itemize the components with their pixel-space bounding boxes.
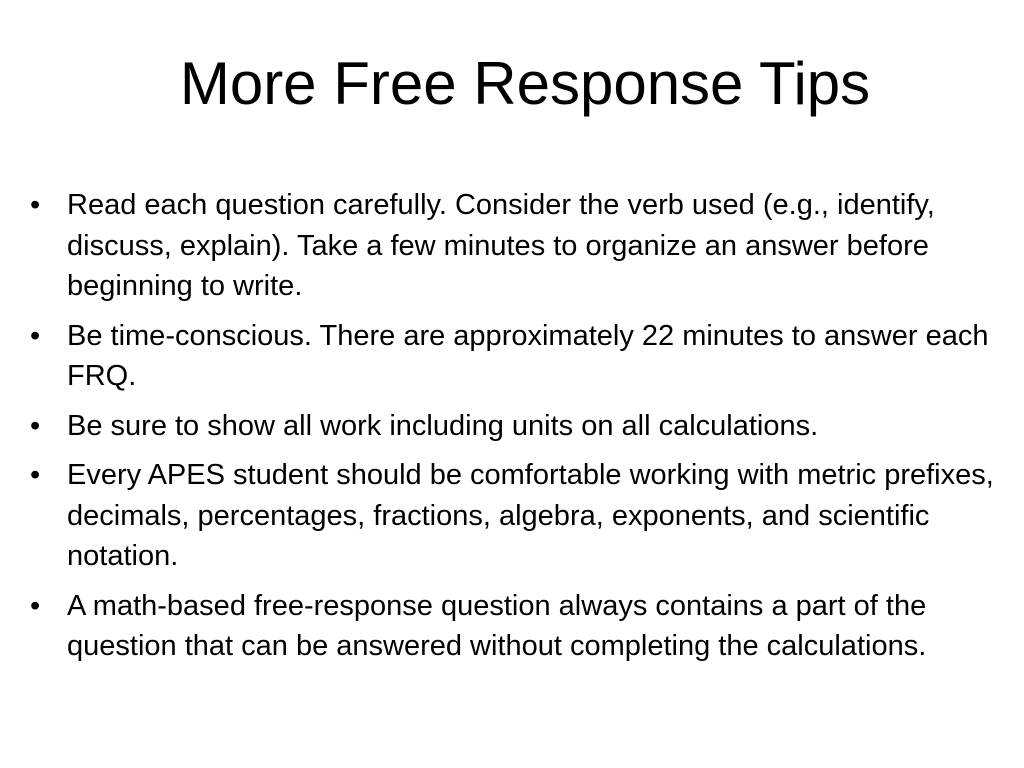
bullet-text: Be sure to show all work including units on all calculations. [67,409,819,442]
bullet-icon: • [30,189,41,221]
bullet-text: A math-based free-response question always contains a part of the question that can be answered without completing the calculations. [67,589,927,662]
bullet-item-show-work [30,406,1005,447]
bullet-text: Every APES student should be comfortable working with metric prefixes, decimals, percentages, fractions, algebra, exponents, and scientific notation. [67,459,994,572]
bullet-text: Be time-conscious. There are approximately 22 minutes to answer each FRQ. [67,319,989,392]
bullet-text: Read each question carefully. Consider the verb used (e.g., identify, discuss, explain). Take a few minutes to organize an answer before beginning to write. [67,189,935,302]
bullet-icon: • [30,319,41,352]
bullet-icon: • [30,409,41,442]
bullet-item-time-conscious [30,316,1005,397]
bullet-item-math-skills [30,455,1005,577]
bullet-icon: • [30,589,41,622]
bullet-list [30,185,1005,676]
bullet-item-read-carefully [30,185,1005,307]
slide-title: More Free Response Tips [179,50,871,117]
bullet-icon: • [30,459,41,491]
bullet-item-math-based-question [30,586,1005,667]
